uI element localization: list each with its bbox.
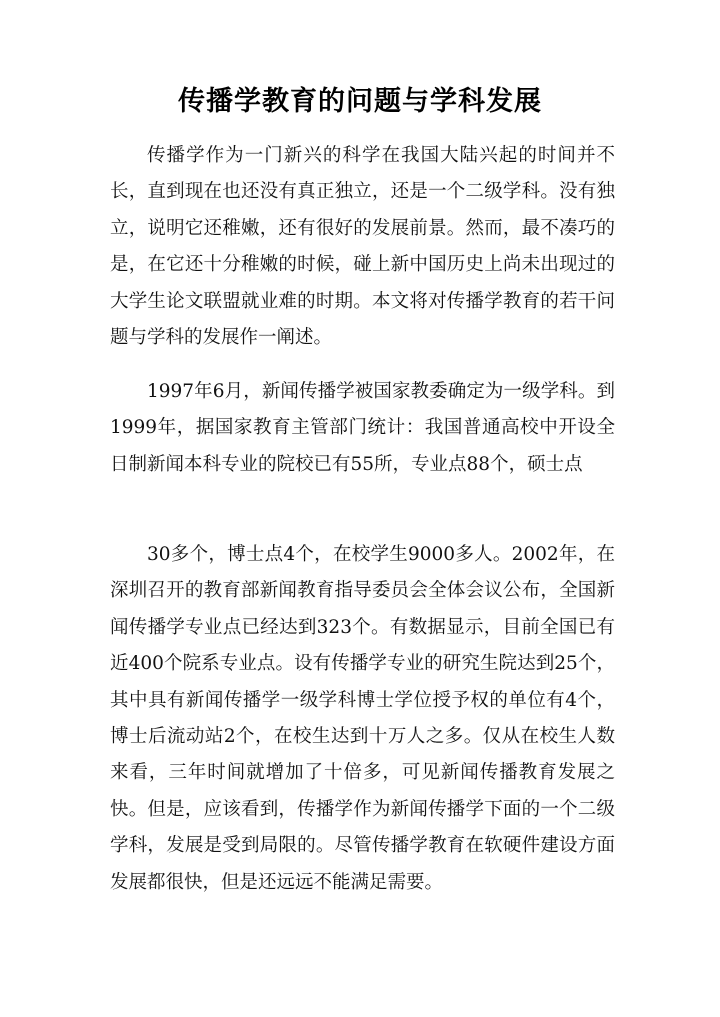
paragraph-1-container bbox=[110, 138, 615, 356]
document-title: 传播学教育的问题与学科发展 bbox=[178, 86, 542, 117]
paragraph-3: 30多个，博士点4个，在校学生9000多人。2002年，在深圳召开的教育部新闻教育指导委员会全体会议公布，全国新闻传播学专业点已经达到323个。有数据显示，目前全国已有近400个院系专业点。设有传播学专业的研究生院达到25个，其中具有新闻传播学一级学科博士学位授予权的单位有4个，博士后流动站2个，在校生达到十万人之多。仅从在校生人数来看，三年时间就增加了十倍多，可见新闻传播教育发展之快。但是，应该看到，传播学作为新闻传播学下面的一个二级学科，发展是受到局限的。尽管传播学教育在软硬件建设方面发展都很快，但是还远远不能满足需要。 bbox=[110, 544, 615, 893]
paragraph-2-container bbox=[110, 374, 615, 483]
paragraph-2: 1997年6月，新闻传播学被国家教委确定为一级学科。到1999年，据国家教育主管部门统计：我国普通高校中开设全日制新闻本科专业的院校已有55所，专业点88个，硕士点 bbox=[110, 381, 615, 475]
paragraph-3-container bbox=[110, 537, 615, 901]
paragraph-1: 传播学作为一门新兴的科学在我国大陆兴起的时间并不长，直到现在也还没有真正独立，还是一个二级学科。没有独立，说明它还稚嫩，还有很好的发展前景。然而，最不凑巧的是，在它还十分稚嫩的时候，碰上新中国历史上尚未出现过的大学生论文联盟就业难的时期。本文将对传播学教育的若干问题与学科的发展作一阐述。 bbox=[110, 145, 615, 349]
